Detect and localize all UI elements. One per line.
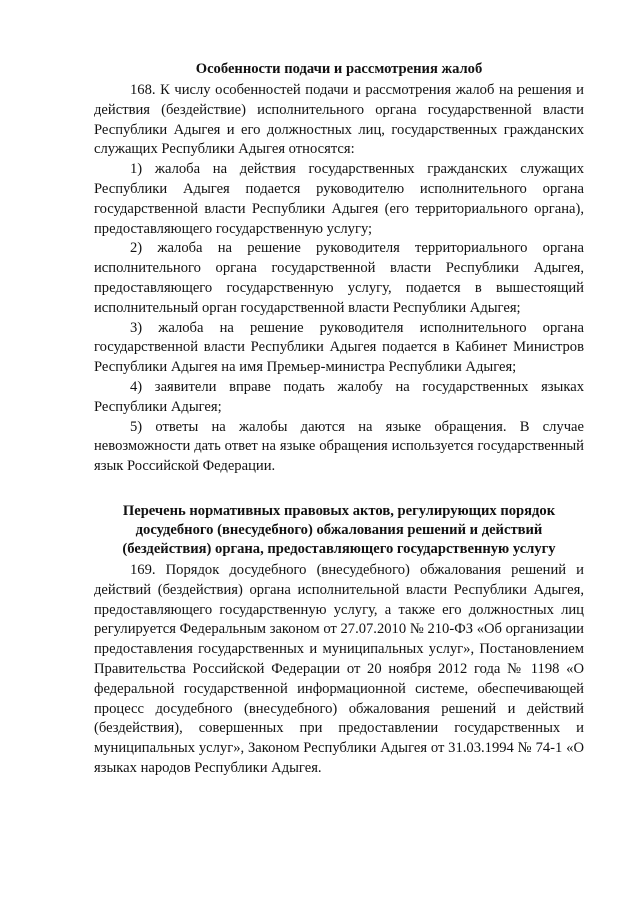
list-item-1: 1) жалоба на действия государственных гражданских служащих Республики Адыгея подается руководителю исполнительного органа государственной власти Республики Адыгея (его территориального органа), предоставляющего государственную услугу;: [94, 161, 584, 237]
list-item-2: 2) жалоба на решение руководителя территориального органа исполнительного органа государственной власти Республики Адыгея, предоставляющего государственную услугу, подается в вышестоящий исполнительный орган государственной власти Республики Адыгея;: [94, 240, 584, 316]
document-page: [94, 60, 584, 779]
list-item-3: 3) жалоба на решение руководителя исполнительного органа государственной власти Республики Адыгея подается в Кабинет Министров Республики Адыгея на имя Премьер-министра Республики Адыгея;: [94, 319, 584, 376]
paragraph-168: 168. К числу особенностей подачи и рассмотрения жалоб на решения и действия (бездействие) исполнительного органа государственной власти Республики Адыгея и его должностных лиц, государственных гражданских служащих Республики Адыгея относятся:: [94, 82, 584, 158]
section-2-heading: Перечень нормативных правовых актов, регулирующих порядок досудебного (внесудебного) обжалования решений и действий (бездействия) органа, предоставляющего государственную услугу: [122, 502, 556, 557]
paragraph-169: 169. Порядок досудебного (внесудебного) обжалования решений и действий (бездействия) органа исполнительной власти Республики Адыгея, предоставляющего государственную услугу, а также его должностных лиц регулируется Федеральным законом от 27.07.2010 № 210-ФЗ «Об организации предоставления государственных и муниципальных услуг», Постановлением Правительства Российской Федерации от 20 ноября 2012 года № 1198 «О федеральной государственной информационной системе, обеспечивающей процесс досудебного (внесудебного) обжалования решений и действий (бездействия), совершенных при предоставлении государственных и муниципальных услуг», Законом Республики Адыгея от 31.03.1994 № 74-1 «О языках народов Республики Адыгея.: [94, 561, 584, 776]
section-1-heading: Особенности подачи и рассмотрения жалоб: [195, 61, 483, 77]
list-item-5: 5) ответы на жалобы даются на языке обращения. В случае невозможности дать ответ на языке обращения используется государственный язык Российской Федерации.: [94, 418, 584, 475]
list-item-4: 4) заявители вправе подать жалобу на государственных языках Республики Адыгея;: [94, 378, 584, 415]
